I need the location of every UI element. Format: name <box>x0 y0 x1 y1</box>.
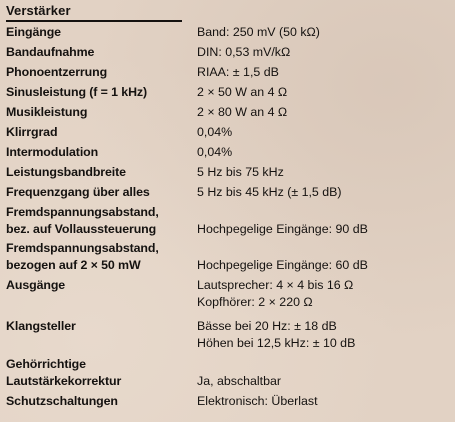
spec-label: Frequenzgang über alles <box>6 185 150 199</box>
section-heading: Verstärker <box>6 3 71 18</box>
spec-label: Leistungsbandbreite <box>6 165 126 179</box>
spec-label: Fremdspannungsabstand, bezogen auf 2 × 50 mW <box>6 241 159 272</box>
spec-value: 2 × 80 W an 4 Ω <box>197 105 288 119</box>
spec-value: 5 Hz bis 75 kHz <box>197 165 284 179</box>
spec-label: Schutzschaltungen <box>6 394 118 408</box>
spec-value: DIN: 0,53 mV/kΩ <box>197 45 291 59</box>
spec-value: Band: 250 mV (50 kΩ) <box>197 25 320 39</box>
spec-value: Ja, abschaltbar <box>197 373 282 388</box>
spec-label: Eingänge <box>6 25 61 39</box>
spec-value: RIAA: ± 1,5 dB <box>197 65 279 79</box>
spec-label: Klangsteller <box>6 319 76 333</box>
spec-label: Bandaufnahme <box>6 45 95 59</box>
spec-value: Lautsprecher: 4 × 4 bis 16 Ω Kopfhörer: 2 × 220 Ω <box>197 278 354 309</box>
spec-value: 5 Hz bis 45 kHz (± 1,5 dB) <box>197 185 342 199</box>
heading-underline <box>6 20 182 22</box>
spec-value: 0,04% <box>197 125 233 139</box>
spec-label: Musikleistung <box>6 105 88 119</box>
spec-label: Intermodulation <box>6 145 99 159</box>
spec-label: Fremdspannungsabstand, bez. auf Vollaussteuerung <box>6 205 159 236</box>
spec-value: 2 × 50 W an 4 Ω <box>197 85 288 99</box>
spec-label: Klirrgrad <box>6 125 58 139</box>
spec-value: 0,04% <box>197 145 233 159</box>
spec-value: Bässe bei 20 Hz: ± 18 dB Höhen bei 12,5 kHz: ± 10 dB <box>197 319 356 350</box>
spec-value: Hochpegelige Eingänge: 60 dB <box>197 257 368 272</box>
spec-label: Sinusleistung (f = 1 kHz) <box>6 85 148 99</box>
spec-value: Elektronisch: Überlast <box>197 394 318 408</box>
spec-label: Gehörrichtige Lautstärkekorrektur <box>6 357 122 388</box>
spec-value: Hochpegelige Eingänge: 90 dB <box>197 221 368 236</box>
spec-label: Ausgänge <box>6 278 66 292</box>
spec-label: Phonoentzerrung <box>6 65 108 79</box>
